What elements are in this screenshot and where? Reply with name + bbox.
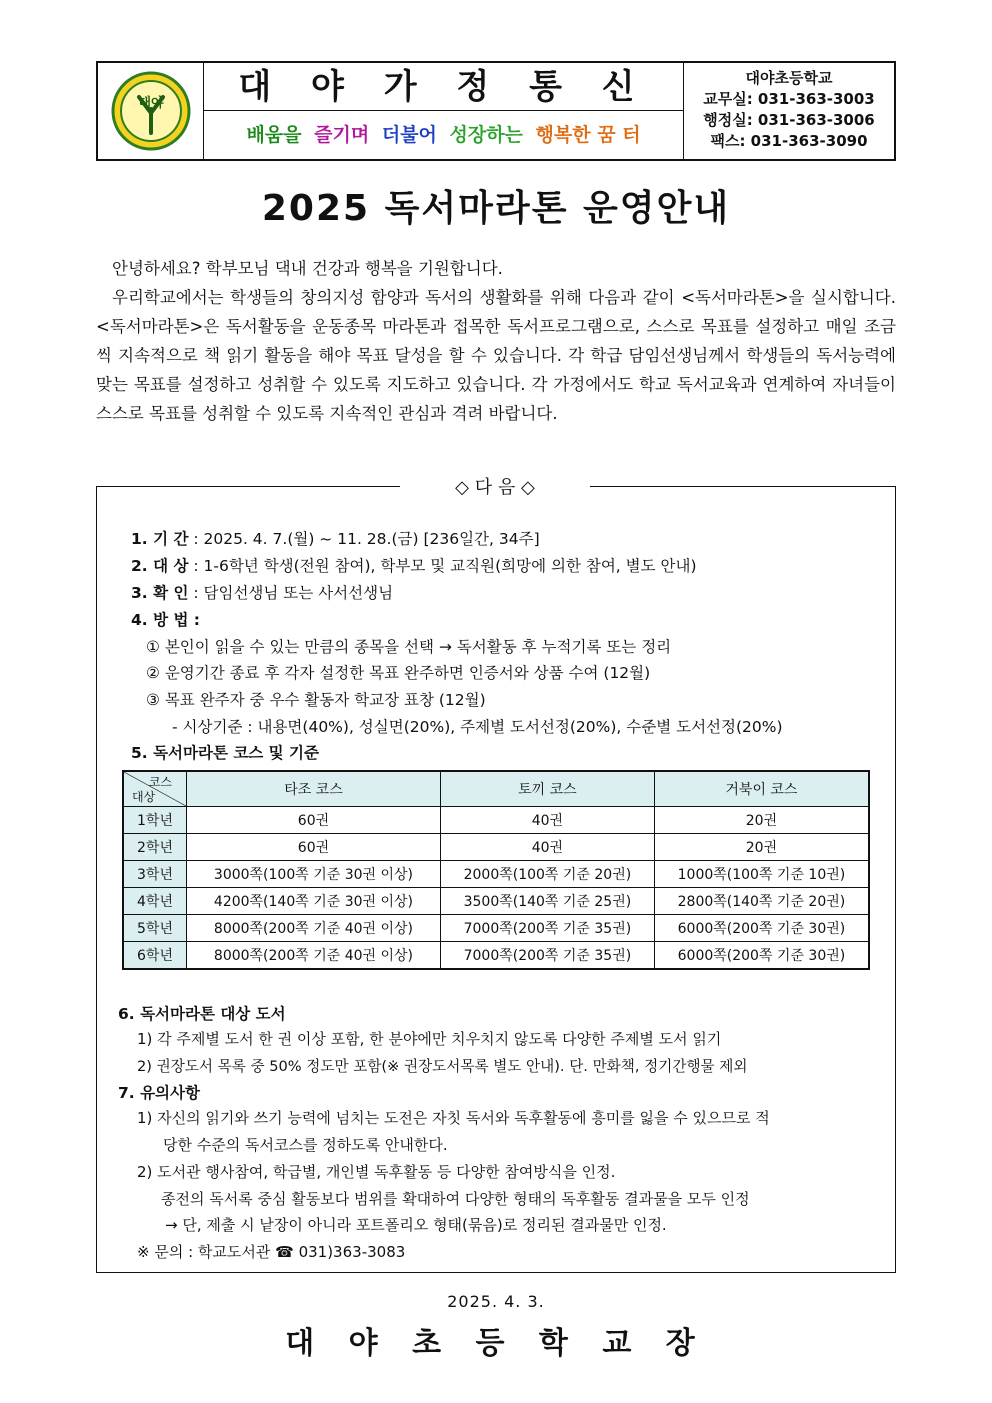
table-cell: 40권 — [440, 834, 654, 861]
table-cell: 60권 — [187, 807, 441, 834]
table-row — [123, 915, 869, 942]
school-slogan — [204, 111, 683, 159]
corner-course: 코스 — [148, 775, 172, 789]
issue-date: 2025. 4. 3. — [447, 1292, 545, 1311]
table-cell: 2800쪽(140쪽 기준 20권) — [654, 888, 869, 915]
item7-note-2a: 2) 도서관 행사참여, 학급별, 개인별 독후활동 등 다양한 참여방식을 인정. — [137, 1163, 616, 1181]
grade-cell: 5학년 — [123, 915, 187, 942]
item3-value: : 담임선생님 또는 사서선생님 — [193, 584, 394, 602]
grade-cell: 4학년 — [123, 888, 187, 915]
table-corner — [123, 771, 187, 807]
method-1: ① 본인이 읽을 수 있는 만큼의 종목을 선택 → 독서활동 후 누적기록 또는 정리 — [146, 638, 672, 656]
table-cell: 4200쪽(140쪽 기준 30권 이상) — [187, 888, 441, 915]
slogan-word-5: 행복한 꿈 터 — [535, 124, 641, 146]
grade-cell: 1학년 — [123, 807, 187, 834]
table-row — [123, 861, 869, 888]
slogan-word-3: 더불어 — [381, 124, 437, 146]
table-cell: 20권 — [654, 834, 869, 861]
intro-body: 우리학교에서는 학생들의 창의지성 함양과 독서의 생활화를 위해 다음과 같이 <독서마라톤>을 실시합니다. <독서마라톤>은 독서활동을 운동종목 마라톤과 접목한 독서프로그램으로, 스스로 목표를 설정하고 매일 조금씩 지속적으로 책 읽기 활동을 해야 목표 달성을 할 수 있습니다. 각 학급 담임선생님께서 학생들의 독서능력에 맞는 목표를 설정하고 성취할 수 있도록 지도하고 있습니다. 각 가정에서도 학교 독서교육과 연계하여 자녀들이 스스로 목표를 성취할 수 있도록 지속적인 관심과 격려 바랍니다. — [96, 288, 896, 423]
method-2: ② 운영기간 종료 후 각자 설정한 목표 완주하면 인증서와 상품 수여 (12월) — [146, 664, 651, 682]
table-cell: 7000쪽(200쪽 기준 35권) — [440, 915, 654, 942]
item1-label: 1. 기 간 — [131, 530, 189, 548]
slogan-word-2: 즐기며 — [314, 124, 370, 146]
item7-note-2b: 종전의 독서록 중심 활동보다 범위를 확대하여 다양한 형태의 독후활동 결과물을 모두 인정 — [161, 1190, 750, 1208]
header-turtle: 거북이 코스 — [654, 771, 869, 807]
table-cell: 60권 — [187, 834, 441, 861]
award-criteria: - 시상기준 : 내용면(40%), 성실면(20%), 주제별 도서선정(20%), 수준별 도서선정(20%) — [172, 718, 783, 736]
table-cell: 2000쪽(100쪽 기준 20권) — [440, 861, 654, 888]
phone-admin: 행정실: 031-363-3006 — [703, 111, 875, 129]
table-cell: 40권 — [440, 807, 654, 834]
course-table — [122, 770, 870, 970]
item7-heading: 7. 유의사항 — [118, 1084, 200, 1102]
school-logo — [98, 63, 204, 159]
table-cell: 6000쪽(200쪽 기준 30권) — [654, 942, 869, 970]
corner-target: 대상 — [132, 790, 156, 804]
logo-text: 대야 — [137, 96, 164, 111]
newsletter-title: 대 야 가 정 통 신 — [204, 63, 683, 111]
item4-label: 4. 방 법 : — [131, 611, 201, 629]
table-cell: 3000쪽(100쪽 기준 30권 이상) — [187, 861, 441, 888]
item5-heading: 5. 독서마라톤 코스 및 기준 — [131, 744, 319, 762]
header-ostrich: 타조 코스 — [187, 771, 441, 807]
grade-cell: 6학년 — [123, 942, 187, 970]
contact-info: ※ 문의 : 학교도서관 ☎ 031)363-3083 — [137, 1243, 406, 1261]
document-title: 2025 독서마라톤 운영안내 — [261, 188, 731, 229]
item6-heading: 6. 독서마라톤 대상 도서 — [118, 1005, 286, 1023]
intro-greeting: 안녕하세요? 학부모님 댁내 건강과 행복을 기원합니다. — [112, 259, 503, 278]
item7-note-1b: 당한 수준의 독서코스를 정하도록 안내한다. — [163, 1136, 448, 1154]
school-contact — [684, 63, 894, 159]
table-header-row — [123, 771, 869, 807]
item2-label: 2. 대 상 — [131, 557, 189, 575]
table-row — [123, 834, 869, 861]
slogan-word-4: 성장하는 — [449, 124, 523, 146]
method-3: ③ 목표 완주자 중 우수 활동자 학교장 표창 (12월) — [146, 691, 486, 709]
table-cell: 1000쪽(100쪽 기준 10권) — [654, 861, 869, 888]
school-name: 대야초등학교 — [745, 69, 833, 87]
grade-cell: 2학년 — [123, 834, 187, 861]
table-cell: 6000쪽(200쪽 기준 30권) — [654, 915, 869, 942]
slogan-word-1: 배움을 — [246, 124, 302, 146]
school-emblem-icon — [111, 71, 191, 151]
newsletter-header — [96, 61, 896, 161]
header-rabbit: 토끼 코스 — [440, 771, 654, 807]
table-cell: 7000쪽(200쪽 기준 35권) — [440, 942, 654, 970]
table-row — [123, 807, 869, 834]
table-cell: 8000쪽(200쪽 기준 40권 이상) — [187, 942, 441, 970]
grade-cell: 3학년 — [123, 861, 187, 888]
item7-note-2c: → 단, 제출 시 낱장이 아니라 포트폴리오 형태(묶음)로 정리된 결과물만 인정. — [165, 1216, 667, 1234]
header-center — [204, 63, 684, 159]
item1-value: : 2025. 4. 7.(월) ~ 11. 28.(금) [236일간, 34주] — [193, 530, 540, 548]
table-cell: 8000쪽(200쪽 기준 40권 이상) — [187, 915, 441, 942]
table-cell: 20권 — [654, 807, 869, 834]
table-row — [123, 942, 869, 970]
fax-number: 팩스: 031-363-3090 — [710, 132, 868, 150]
item6-rule-2: 2) 권장도서 목록 중 50% 정도만 포함(※ 권장도서목록 별도 안내). 단. 만화책, 정기간행물 제외 — [137, 1058, 748, 1075]
details-label: ◇ 다 음 ◇ — [400, 473, 590, 499]
table-cell: 3500쪽(140쪽 기준 25권) — [440, 888, 654, 915]
item6-rule-1: 1) 각 주제별 도서 한 권 이상 포함, 한 분야에만 치우치지 않도록 다양한 주제별 도서 읽기 — [137, 1030, 722, 1048]
item7-note-1a: 1) 자신의 읽기와 쓰기 능력에 넘치는 도전은 자칫 독서와 독후활동에 흥미를 잃을 수 있으므로 적 — [137, 1109, 770, 1127]
item3-label: 3. 확 인 — [131, 584, 189, 602]
table-row — [123, 888, 869, 915]
item2-value: : 1-6학년 학생(전원 참여), 학부모 및 교직원(희망에 의한 참여, 별도 안내) — [193, 557, 697, 575]
phone-office: 교무실: 031-363-3003 — [703, 90, 875, 108]
principal-signature: 대 야 초 등 학 교 장 — [285, 1326, 707, 1361]
